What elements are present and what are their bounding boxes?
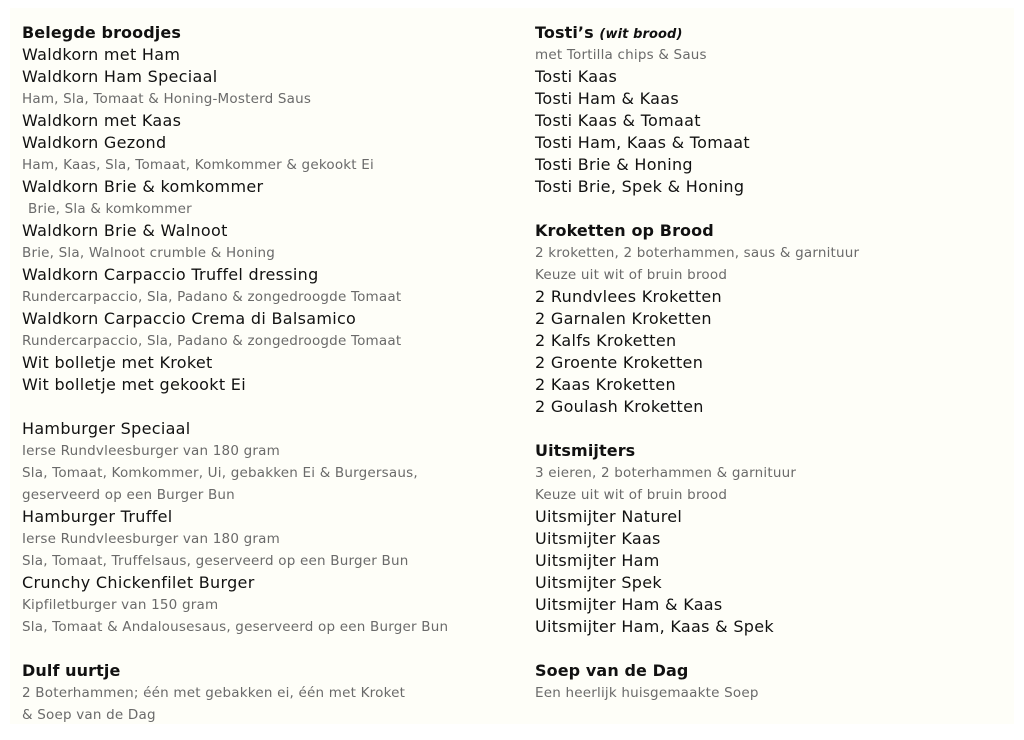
menu-item-description: Sla, Tomaat, Komkommer, Ui, gebakken Ei & Burgersaus, — [22, 465, 418, 481]
spacer — [22, 638, 522, 660]
menu-item-name: Tosti Kaas & Tomaat — [535, 111, 701, 130]
menu-item-description: 2 Boterhammen; één met gebakken ei, één met Kroket — [22, 685, 406, 701]
menu-item-description: Brie, Sla, Walnoot crumble & Honing — [22, 245, 276, 261]
menu-item-description: geserveerd op een Burger Bun — [22, 487, 235, 503]
menu-item-name: Uitsmijter Spek — [535, 573, 662, 592]
menu-item-name: Waldkorn Brie & Walnoot — [22, 221, 228, 240]
section-title-tosti — [535, 22, 1005, 44]
menu-item-name: Uitsmijter Kaas — [535, 529, 661, 548]
menu-item-name: Hamburger Speciaal — [22, 419, 191, 438]
menu-item-description: Ham, Kaas, Sla, Tomaat, Komkommer & gekookt Ei — [22, 157, 374, 173]
menu-item-description: Sla, Tomaat, Truffelsaus, geserveerd op een Burger Bun — [22, 553, 409, 569]
menu-item-name: 2 Rundvlees Kroketten — [535, 287, 723, 306]
menu-item-name: 2 Goulash Kroketten — [535, 397, 704, 416]
spacer — [22, 396, 522, 418]
section-title-kroketten: Kroketten op Brood — [535, 221, 714, 240]
menu-item-name: Tosti Ham & Kaas — [535, 89, 680, 108]
section-dulf-uurtje — [22, 682, 522, 726]
menu-item-name: Waldkorn Carpaccio Crema di Balsamico — [22, 309, 357, 328]
menu-item-name: Waldkorn Gezond — [22, 133, 167, 152]
menu-item-name: Tosti Kaas — [535, 67, 618, 86]
menu-item-description: Brie, Sla & komkommer — [28, 201, 192, 217]
menu-item-description: Een heerlijk huisgemaakte Soep — [535, 685, 759, 701]
menu-item-description: Ierse Rundvleesburger van 180 gram — [22, 531, 280, 547]
menu-item-name: Tosti Ham, Kaas & Tomaat — [535, 133, 750, 152]
menu-item-name: Wit bolletje met gekookt Ei — [22, 375, 246, 394]
menu-item-description: 2 kroketten, 2 boterhammen, saus & garnituur — [535, 245, 860, 261]
menu-item-name: Tosti Brie & Honing — [535, 155, 693, 174]
menu-page — [10, 8, 1014, 724]
section-soep — [535, 682, 1005, 704]
menu-item-name: 2 Groente Kroketten — [535, 353, 704, 372]
section-uitsmijters — [535, 462, 1005, 638]
section-belegde-broodjes — [22, 44, 522, 396]
menu-item-name: Uitsmijter Naturel — [535, 507, 683, 526]
section-title-uitsmijters: Uitsmijters — [535, 441, 636, 460]
menu-item-name: Uitsmijter Ham, Kaas & Spek — [535, 617, 774, 636]
menu-item-description: met Tortilla chips & Saus — [535, 47, 707, 63]
menu-item-name: Wit bolletje met Kroket — [22, 353, 213, 372]
menu-item-name: Waldkorn met Kaas — [22, 111, 182, 130]
menu-item-name: Crunchy Chickenfilet Burger — [22, 573, 255, 592]
menu-item-description: Keuze uit wit of bruin brood — [535, 267, 728, 283]
tosti-title-note: (wit brood) — [599, 27, 683, 42]
section-title-belegde-broodjes: Belegde broodjes — [22, 23, 181, 42]
menu-item-description: Kipfiletburger van 150 gram — [22, 597, 219, 613]
section-hamburgers — [22, 418, 522, 638]
spacer — [535, 418, 1005, 440]
section-tosti — [535, 44, 1005, 198]
section-title-dulf-uurtje: Dulf uurtje — [22, 661, 121, 680]
menu-item-name: Waldkorn Carpaccio Truffel dressing — [22, 265, 319, 284]
menu-item-name: Waldkorn met Ham — [22, 45, 181, 64]
menu-column-right — [535, 22, 1005, 704]
spacer — [535, 198, 1005, 220]
menu-item-description: Keuze uit wit of bruin brood — [535, 487, 728, 503]
menu-item-name: Waldkorn Brie & komkommer — [22, 177, 264, 196]
menu-column-left — [22, 22, 522, 726]
menu-item-name: 2 Kaas Kroketten — [535, 375, 676, 394]
menu-item-description: Ham, Sla, Tomaat & Honing-Mosterd Saus — [22, 91, 312, 107]
section-title-soep: Soep van de Dag — [535, 661, 689, 680]
menu-item-description: Rundercarpaccio, Sla, Padano & zongedroogde Tomaat — [22, 289, 402, 305]
menu-item-description: Sla, Tomaat & Andalousesaus, geserveerd op een Burger Bun — [22, 619, 449, 635]
section-kroketten — [535, 242, 1005, 418]
menu-item-name: 2 Garnalen Kroketten — [535, 309, 712, 328]
menu-item-description: & Soep van de Dag — [22, 707, 156, 723]
menu-item-name: Hamburger Truffel — [22, 507, 173, 526]
menu-item-name: Uitsmijter Ham — [535, 551, 660, 570]
menu-item-description: 3 eieren, 2 boterhammen & garnituur — [535, 465, 797, 481]
spacer — [535, 638, 1005, 660]
menu-item-name: Waldkorn Ham Speciaal — [22, 67, 218, 86]
menu-item-name: Uitsmijter Ham & Kaas — [535, 595, 723, 614]
menu-item-description: Rundercarpaccio, Sla, Padano & zongedroogde Tomaat — [22, 333, 402, 349]
tosti-title: Tosti’s — [535, 23, 594, 42]
menu-item-description: Ierse Rundvleesburger van 180 gram — [22, 443, 280, 459]
menu-item-name: 2 Kalfs Kroketten — [535, 331, 677, 350]
menu-item-name: Tosti Brie, Spek & Honing — [535, 177, 745, 196]
